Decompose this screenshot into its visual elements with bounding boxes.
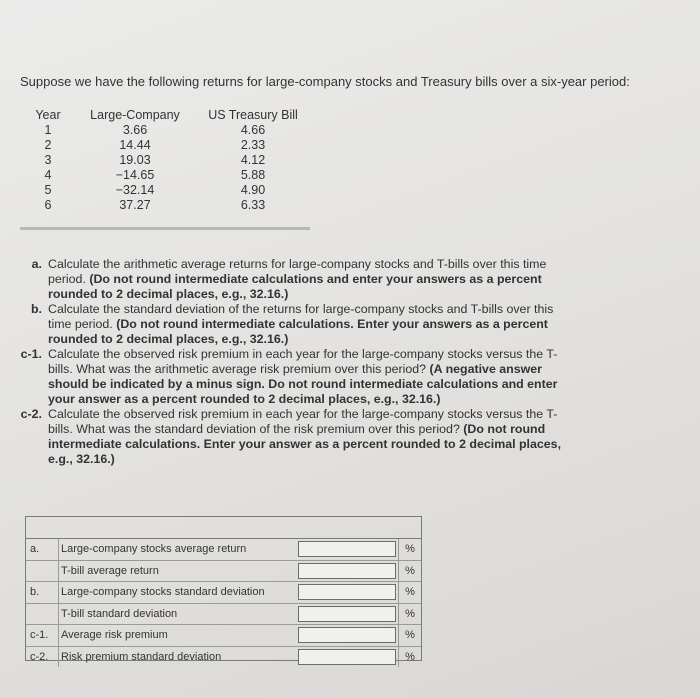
percent-unit: % — [398, 561, 421, 582]
table-row — [20, 183, 312, 198]
question-text — [48, 407, 580, 467]
question-c1 — [20, 347, 580, 407]
question-prompt: Calculate the standard deviation of the returns for large-company stocks and T-bills over this time period. — [48, 302, 554, 331]
question-label: b. — [30, 302, 42, 316]
question-text — [48, 347, 580, 407]
table-row — [20, 198, 312, 213]
question-instructions: (Do not round intermediate calculations. Enter your answers as a percent rounded to 2 decimal places, e.g., 32.16.) — [48, 317, 548, 346]
question-label: c-1. — [20, 347, 42, 361]
answer-row-tbill-std — [26, 604, 421, 626]
year-cell: 1 — [44, 123, 52, 137]
table-bottom-rule — [20, 227, 310, 230]
large-company-average-input[interactable] — [298, 541, 396, 557]
question-a — [20, 257, 580, 302]
question-prompt: Calculate the observed risk premium in each year for the large-company stocks versus the T-bills. What was the arithmetic average risk premium over this period? — [48, 347, 558, 376]
table-row — [20, 138, 312, 153]
answer-label: T-bill standard deviation — [58, 604, 296, 625]
average-risk-premium-input[interactable] — [298, 627, 396, 643]
large-company-cell: 37.27 — [119, 198, 151, 212]
question-instructions: (Do not round intermediate calculations and enter your answers as a percent rounded to 2 decimal places, e.g., 32.16.) — [48, 272, 542, 301]
question-text — [48, 257, 580, 302]
percent-unit: % — [398, 582, 421, 603]
tbill-cell: 2.33 — [240, 138, 266, 152]
table-row — [20, 153, 312, 168]
large-company-std-input[interactable] — [298, 584, 396, 600]
percent-unit: % — [398, 647, 421, 668]
tbill-cell: 4.90 — [240, 183, 266, 197]
header-large-company: Large-Company — [90, 108, 180, 122]
answer-tag: c-2. — [30, 650, 49, 663]
problem-intro: Suppose we have the following returns for large-company stocks and Treasury bills over a six-year period: — [20, 74, 630, 89]
percent-unit: % — [398, 625, 421, 646]
returns-table-header — [20, 108, 312, 123]
tbill-cell: 5.88 — [240, 168, 266, 182]
percent-unit: % — [398, 539, 421, 560]
tbill-cell: 6.33 — [240, 198, 266, 212]
answer-tag: b. — [30, 586, 40, 599]
question-instructions: (A negative answer should be indicated by a minus sign. Do not round intermediate calculations and enter your answer as a percent rounded to 2 decimal places, e.g., 32.16.) — [48, 362, 558, 406]
question-list — [20, 257, 580, 467]
question-instructions: (Do not round intermediate calculations. Enter your answer as a percent rounded to 2 decimal places, e.g., 32.16.) — [48, 422, 562, 466]
tbill-cell: 4.12 — [240, 153, 266, 167]
tbill-cell: 4.66 — [240, 123, 266, 137]
answer-row-average-risk-premium — [26, 625, 421, 647]
answer-label: Risk premium standard deviation — [58, 647, 296, 668]
answer-tag: a. — [30, 543, 40, 556]
table-row — [20, 123, 312, 138]
answer-table — [25, 516, 422, 661]
year-cell: 2 — [44, 138, 52, 152]
answer-table-header — [26, 517, 421, 539]
large-company-cell: 14.44 — [119, 138, 151, 152]
large-company-cell: 3.66 — [122, 123, 148, 137]
answer-row-large-company-std — [26, 582, 421, 604]
answer-row-tbill-average — [26, 561, 421, 583]
table-row — [20, 168, 312, 183]
header-treasury-bill: US Treasury Bill — [208, 108, 298, 122]
question-prompt: Calculate the arithmetic average returns for large-company stocks and T-bills over this time period. — [48, 257, 547, 286]
year-cell: 5 — [44, 183, 52, 197]
answer-label: Large-company stocks standard deviation — [58, 582, 296, 603]
header-year: Year — [35, 108, 61, 122]
answer-row-large-company-average — [26, 539, 421, 561]
year-cell: 4 — [44, 168, 52, 182]
answer-row-risk-premium-std — [26, 647, 421, 668]
percent-unit: % — [398, 604, 421, 625]
question-c2 — [20, 407, 580, 467]
answer-tag: c-1. — [30, 629, 49, 642]
question-label: a. — [31, 257, 42, 271]
risk-premium-std-input[interactable] — [298, 649, 396, 665]
answer-label: Average risk premium — [58, 625, 296, 646]
year-cell: 3 — [44, 153, 52, 167]
question-label: c-2. — [20, 407, 42, 421]
returns-table — [20, 108, 312, 213]
large-company-cell: −32.14 — [115, 183, 155, 197]
large-company-cell: 19.03 — [119, 153, 151, 167]
question-text — [48, 302, 580, 347]
tbill-average-input[interactable] — [298, 563, 396, 579]
tbill-std-input[interactable] — [298, 606, 396, 622]
answer-label: Large-company stocks average return — [58, 539, 296, 560]
year-cell: 6 — [44, 198, 52, 212]
question-prompt: Calculate the observed risk premium in each year for the large-company stocks versus the T-bills. What was the standard deviation of the risk premium over this period? — [48, 407, 558, 436]
large-company-cell: −14.65 — [115, 168, 155, 182]
answer-label: T-bill average return — [58, 561, 296, 582]
question-b — [20, 302, 580, 347]
